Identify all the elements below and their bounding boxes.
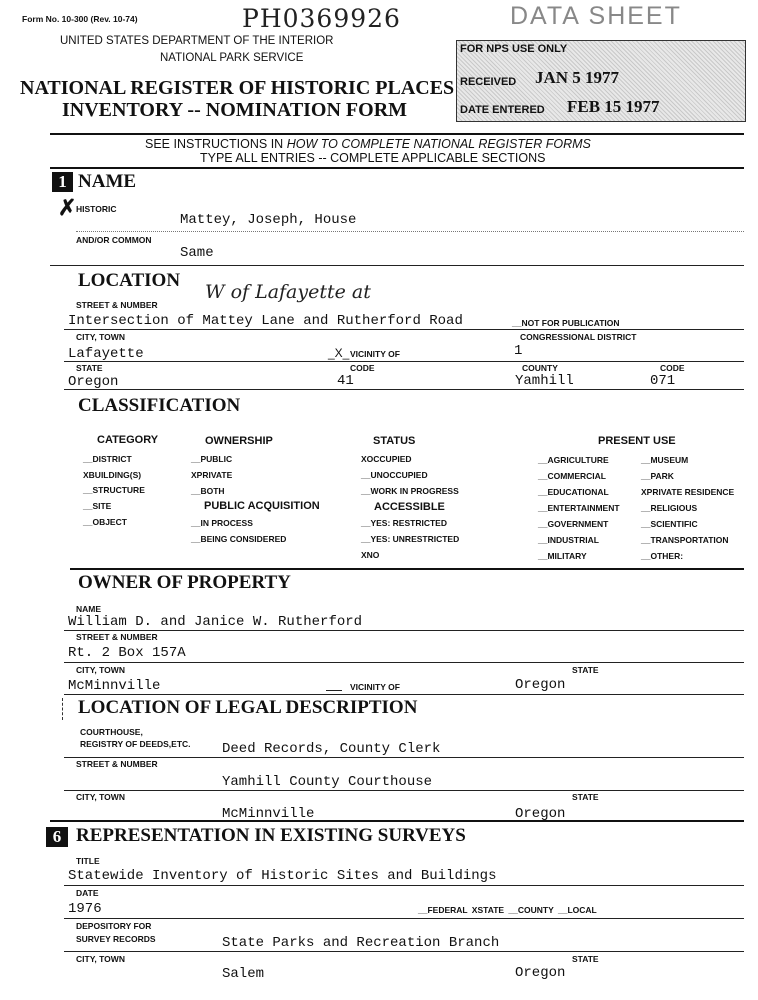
depository-rule (64, 951, 744, 952)
congress-district-label: CONGRESSIONAL DISTRICT (520, 332, 637, 342)
status-option: __WORK IN PROGRESS (361, 486, 459, 496)
county-code-value: 071 (650, 373, 676, 389)
location-street-value: Intersection of Mattey Lane and Rutherford Road (68, 313, 463, 329)
historic-label: HISTORIC (76, 204, 117, 214)
nps-use-label: FOR NPS USE ONLY (460, 43, 568, 55)
name-section-rule (50, 265, 744, 266)
depository-label: DEPOSITORY FOR (76, 921, 152, 931)
common-name-value: Same (180, 245, 214, 261)
present-use-option: __PARK (641, 471, 674, 481)
present-use-option: __INDUSTRIAL (538, 535, 599, 545)
present-use-heading: PRESENT USE (598, 435, 676, 447)
survey-date-rule (64, 918, 744, 919)
survey-state-label: STATE (572, 954, 599, 964)
state-code-label: CODE (350, 363, 375, 373)
present-use-option: __OTHER: (641, 551, 684, 561)
section-surveys-title: REPRESENTATION IN EXISTING SURVEYS (76, 825, 466, 846)
county-code-label: CODE (660, 363, 685, 373)
accessible-option: __YES: UNRESTRICTED (361, 534, 460, 544)
section-owner-title: OWNER OF PROPERTY (78, 572, 291, 593)
not-for-publication: __NOT FOR PUBLICATION (512, 318, 620, 328)
location-state-value: Oregon (68, 374, 119, 390)
courthouse-rule (64, 757, 744, 758)
section-legal-title: LOCATION OF LEGAL DESCRIPTION (78, 697, 418, 718)
accessible-option: XNO (361, 550, 380, 560)
section-1-number: 1 (52, 172, 73, 192)
department-name: UNITED STATES DEPARTMENT OF THE INTERIOR (60, 35, 334, 47)
form-title-line2: INVENTORY -- NOMINATION FORM (62, 99, 408, 121)
survey-date-value: 1976 (68, 901, 102, 917)
handwritten-location-note: W of Lafayette at (205, 281, 371, 303)
present-use-option: __AGRICULTURE (538, 455, 609, 465)
owner-city-rule (64, 694, 744, 695)
owner-street-label: STREET & NUMBER (76, 632, 158, 642)
present-use-option: __SCIENTIFIC (641, 519, 698, 529)
entered-date: FEB 15 1977 (567, 97, 660, 116)
nps-use-box (456, 40, 746, 122)
accessible-heading: ACCESSIBLE (374, 501, 445, 513)
data-sheet-stamp: DATA SHEET (510, 2, 682, 30)
legal-state-label: STATE (572, 792, 599, 802)
section-5-marker (62, 698, 63, 720)
present-use-option: __COMMERCIAL (538, 471, 607, 481)
category-option: __DISTRICT (83, 454, 132, 464)
present-use-option: __RELIGIOUS (641, 503, 698, 513)
historic-rule (76, 231, 744, 232)
instructions-title: HOW TO COMPLETE NATIONAL REGISTER FORMS (286, 137, 591, 151)
header-rule (50, 133, 744, 135)
county-label: COUNTY (522, 363, 558, 373)
survey-title-label: TITLE (76, 856, 100, 866)
present-use-option: __GOVERNMENT (538, 519, 609, 529)
classification-rule (70, 568, 744, 570)
location-city-label: CITY, TOWN (76, 332, 125, 342)
form-title-line1: NATIONAL REGISTER OF HISTORIC PLACES (20, 77, 455, 99)
owner-city-label: CITY, TOWN (76, 665, 125, 675)
survey-title-value: Statewide Inventory of Historic Sites and Buildings (68, 868, 497, 884)
location-state-label: STATE (76, 363, 103, 373)
present-use-option: __MILITARY (538, 551, 587, 561)
acquisition-option: __IN PROCESS (191, 518, 253, 528)
received-label: RECEIVED (460, 76, 517, 88)
survey-title-rule (64, 885, 744, 886)
legal-city-value: McMinnville (222, 806, 315, 822)
historic-name-value: Mattey, Joseph, House (180, 212, 357, 228)
present-use-option: __EDUCATIONAL (538, 487, 609, 497)
category-option: __STRUCTURE (83, 485, 145, 495)
courthouse-label: COURTHOUSE, (80, 727, 143, 737)
ownership-heading: OWNERSHIP (205, 435, 273, 447)
street-rule (64, 329, 744, 330)
handwritten-check-mark: ✗ (58, 195, 77, 220)
registry-label: REGISTRY OF DEEDS,ETC. (80, 739, 191, 749)
photo-number: PH0369926 (242, 4, 401, 33)
survey-date-label: DATE (76, 888, 99, 898)
instructions-rule (50, 167, 744, 169)
state-code-value: 41 (337, 373, 354, 389)
legal-city-label: CITY, TOWN (76, 792, 125, 802)
legal-street-value: Yamhill County Courthouse (222, 774, 433, 790)
survey-city-value: Salem (222, 966, 265, 982)
ownership-option: __BOTH (191, 486, 225, 496)
status-option: XOCCUPIED (361, 454, 412, 464)
legal-section-rule (50, 820, 744, 822)
present-use-option: XPRIVATE RESIDENCE (641, 487, 735, 497)
present-use-option: __ENTERTAINMENT (538, 503, 620, 513)
entered-label: DATE ENTERED (460, 104, 545, 116)
depository-value: State Parks and Recreation Branch (222, 935, 500, 951)
category-heading: CATEGORY (97, 434, 159, 446)
instructions-line1 (145, 137, 591, 151)
ownership-option: __PUBLIC (191, 454, 233, 464)
owner-vicinity-blank (326, 690, 342, 691)
instructions-line2: TYPE ALL ENTRIES -- COMPLETE APPLICABLE SECTIONS (200, 151, 546, 165)
location-vicinity-label: VICINITY OF (350, 349, 400, 359)
category-option: XBUILDING(S) (83, 470, 142, 480)
category-option: __SITE (83, 501, 112, 511)
acquisition-option: __BEING CONSIDERED (191, 534, 287, 544)
survey-state-value: Oregon (515, 965, 566, 981)
legal-street-label: STREET & NUMBER (76, 759, 158, 769)
category-option: __OBJECT (83, 517, 127, 527)
ownership-option: XPRIVATE (191, 470, 233, 480)
congress-district-value: 1 (514, 343, 523, 359)
owner-city-value: McMinnville (68, 678, 161, 694)
owner-street-rule (64, 662, 744, 663)
courthouse-value: Deed Records, County Clerk (222, 741, 441, 757)
legal-state-value: Oregon (515, 806, 566, 822)
form-number: Form No. 10-300 (Rev. 10-74) (22, 14, 138, 24)
received-date: JAN 5 1977 (535, 68, 620, 87)
location-city-value: Lafayette (68, 346, 144, 362)
city-rule (64, 361, 744, 362)
legal-street-rule (64, 790, 744, 791)
section-classification-title: CLASSIFICATION (78, 395, 241, 416)
section-6-number: 6 (46, 827, 68, 847)
county-value: Yamhill (515, 373, 574, 389)
section-name-title: NAME (78, 171, 137, 192)
survey-records-label: SURVEY RECORDS (76, 934, 156, 944)
public-acquisition-heading: PUBLIC ACQUISITION (204, 500, 320, 512)
owner-street-value: Rt. 2 Box 157A (68, 645, 186, 661)
owner-name-label: NAME (76, 604, 102, 614)
survey-city-label: CITY, TOWN (76, 954, 125, 964)
section-location-title: LOCATION (78, 270, 181, 291)
common-label: AND/OR COMMON (76, 235, 152, 245)
location-street-label: STREET & NUMBER (76, 300, 158, 310)
present-use-option: __MUSEUM (641, 455, 689, 465)
owner-state-value: Oregon (515, 677, 566, 693)
present-use-option: __TRANSPORTATION (641, 535, 729, 545)
owner-name-value: William D. and Janice W. Rutherford (68, 614, 363, 630)
vicinity-mark: _X_ (328, 346, 350, 360)
survey-levels: __FEDERAL XSTATE __COUNTY __LOCAL (418, 905, 597, 915)
state-rule (64, 389, 744, 390)
owner-name-rule (64, 630, 744, 631)
instructions-prefix: SEE INSTRUCTIONS IN (145, 137, 287, 151)
status-option: __UNOCCUPIED (361, 470, 428, 480)
owner-state-label: STATE (572, 665, 599, 675)
owner-vicinity-label: VICINITY OF (350, 682, 400, 692)
accessible-option: __YES: RESTRICTED (361, 518, 447, 528)
service-name: NATIONAL PARK SERVICE (160, 52, 304, 64)
status-heading: STATUS (373, 435, 416, 447)
